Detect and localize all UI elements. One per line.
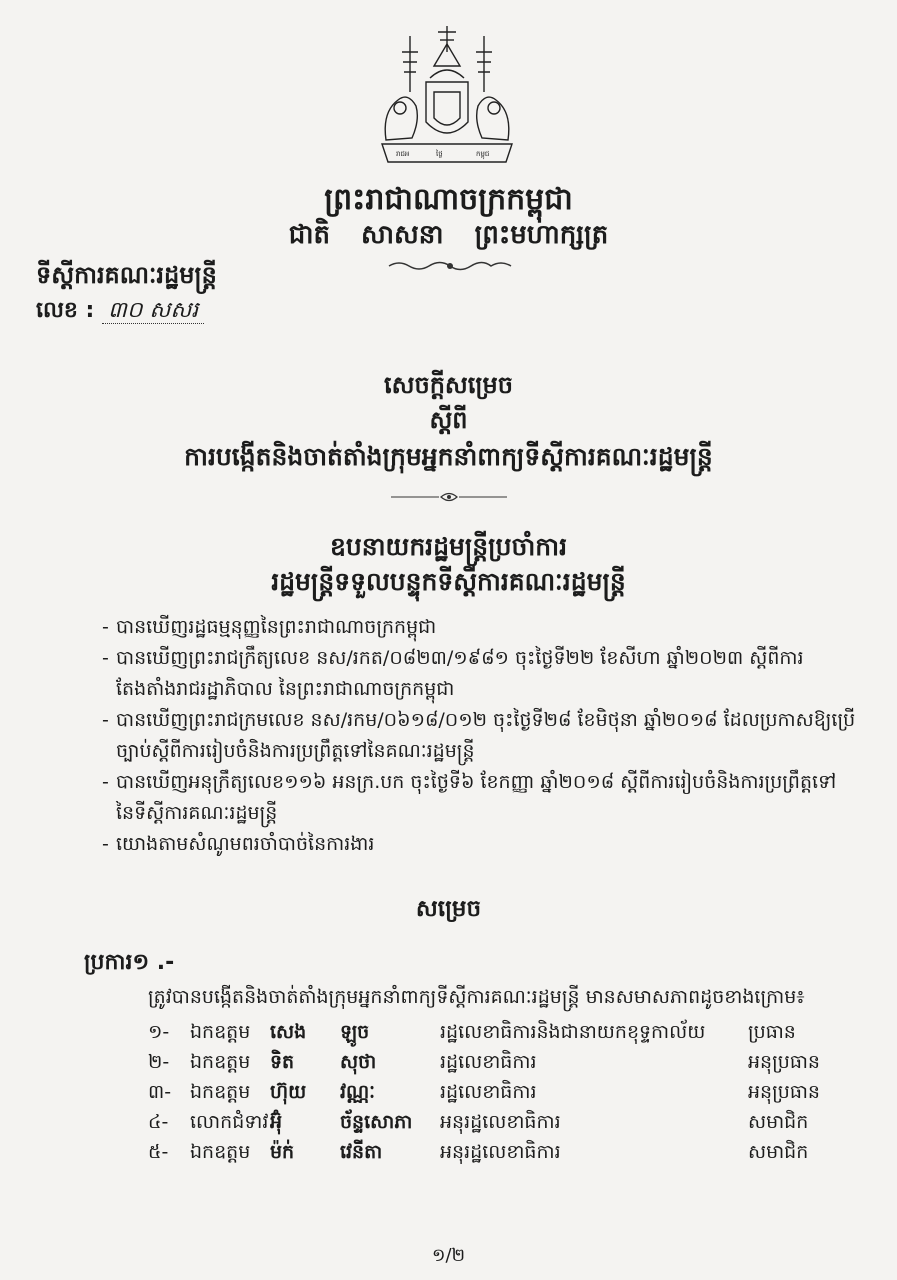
emblem-text-left: រាជអ: [396, 150, 410, 158]
ornament-divider-icon: [385, 258, 515, 274]
member-honorific: ឯកឧត្តម: [190, 1141, 251, 1163]
member-position: អនុរដ្ឋលេខាធិការ: [440, 1111, 561, 1133]
emblem-text-center: ថ្លៃ: [436, 150, 443, 158]
member-surname: អ៊ុំ: [270, 1111, 283, 1133]
decision-subject: ការបង្កើតនិងចាត់តាំងក្រុមអ្នកនាំពាក្យទីស្តីការគណៈរដ្ឋមន្ត្រី: [184, 442, 713, 471]
member-honorific: ឯកឧត្តម: [190, 1021, 251, 1043]
member-role: អនុប្រធាន: [748, 1081, 820, 1103]
issuer-title-line2: រដ្ឋមន្ត្រីទទួលបន្ទុកទីស្តីការគណៈរដ្ឋមន្ត្រី: [271, 567, 626, 596]
issuer-title-line1: ឧបនាយករដ្ឋមន្ត្រីប្រចាំការ: [329, 532, 568, 561]
article-text: ត្រូវបានបង្កើតនិងចាត់តាំងក្រុមអ្នកនាំពាក្យទីស្តីការគណៈរដ្ឋមន្ត្រី មានសមាសភាពដូចខាងក្រោម៖: [148, 986, 805, 1008]
member-position: រដ្ឋលេខាធិការនិងជានាយកខុទ្ទកាល័យ: [440, 1021, 706, 1043]
member-honorific: លោកជំទាវ: [190, 1111, 269, 1133]
article-label: ប្រការ១ .-: [84, 950, 175, 975]
member-honorific: ឯកឧត្តម: [190, 1051, 251, 1073]
member-number: ២-: [148, 1051, 170, 1073]
kingdom-title: ព្រះរាជាណាចក្រកម្ពុជា: [324, 182, 573, 217]
member-given-name: សុថា: [340, 1051, 377, 1073]
emblem-text-right: កម្ពុជ: [476, 150, 490, 158]
decision-title: សេចក្តីសម្រេច: [383, 371, 514, 399]
royal-arms-of-cambodia-icon: [372, 22, 522, 172]
decide-heading: សម្រេច: [415, 896, 482, 922]
member-honorific: ឯកឧត្តម: [190, 1081, 251, 1103]
reference-item: - បានឃើញព្រះរាជក្រមលេខ នស/រកម/០៦១៨/០១២ ចុះថ្ងៃទី២៨ ខែមិថុនា ឆ្នាំ២០១៨ ដែលប្រកាសឱ្យប្រើច្បាប់ស្តីពីការរៀបចំនិងការប្រព្រឹត្តទៅនៃគណៈរដ្ឋមន្ត្រី: [102, 705, 862, 767]
member-role: សមាជិក: [748, 1111, 809, 1133]
reference-item: - បានឃើញព្រះរាជក្រឹត្យលេខ នស/រកត/០៨២៣/១៩៨១ ចុះថ្ងៃទី២២ ខែសីហា ឆ្នាំ២០២៣ ស្តីពីការតែងតាំងរាជរដ្ឋាភិបាល នៃព្រះរាជាណាចក្រកម្ពុជា: [102, 643, 862, 705]
member-surname: ហ៊ុយ: [270, 1081, 307, 1103]
member-given-name: វេនីតា: [340, 1141, 383, 1163]
member-surname: ម៉ក់: [270, 1141, 295, 1163]
member-number: ៤-: [148, 1111, 169, 1133]
document-number-label: លេខ :: [36, 298, 95, 323]
reference-item: - យោងតាមសំណូមពរចាំបាច់នៃការងារ: [102, 829, 862, 860]
national-motto: ជាតិ សាសនា ព្រះមហាក្សត្រ: [288, 220, 609, 250]
decision-about: ស្តីពី: [429, 406, 468, 434]
document-number: [36, 296, 204, 328]
member-number: ៥-: [148, 1141, 169, 1163]
document-number-value: ៣០ សសរ: [102, 298, 204, 324]
member-given-name: វណ្ណៈ: [340, 1081, 376, 1103]
member-role: អនុប្រធាន: [748, 1051, 820, 1073]
member-surname: សេង: [270, 1021, 307, 1043]
member-given-name: ច័ន្ទសោភា: [340, 1111, 413, 1133]
member-surname: ទិត: [270, 1051, 295, 1073]
member-number: ១-: [148, 1021, 170, 1043]
issuing-office: ទីស្តីការគណៈរដ្ឋមន្ត្រី: [36, 261, 217, 289]
member-role: ប្រធាន: [748, 1021, 796, 1043]
reference-item: - បានឃើញអនុក្រឹត្យលេខ១១៦ អនក្រ.បក ចុះថ្ងៃទី៦ ខែកញ្ញា ឆ្នាំ២០១៨ ស្តីពីការរៀបចំនិងការប្រព្រឹត្តទៅនៃទីស្តីការគណៈរដ្ឋមន្ត្រី: [102, 767, 862, 829]
section-divider-icon: [389, 490, 509, 504]
member-given-name: ឡូច: [340, 1021, 370, 1043]
reference-item: - បានឃើញរដ្ឋធម្មនុញ្ញនៃព្រះរាជាណាចក្រកម្ពុជា: [102, 612, 862, 643]
member-position: អនុរដ្ឋលេខាធិការ: [440, 1141, 561, 1163]
member-number: ៣-: [148, 1081, 172, 1103]
member-position: រដ្ឋលេខាធិការ: [440, 1081, 537, 1103]
member-role: សមាជិក: [748, 1141, 809, 1163]
references-list: [102, 612, 862, 860]
member-position: រដ្ឋលេខាធិការ: [440, 1051, 537, 1073]
page-number: ១/២: [431, 1245, 466, 1266]
